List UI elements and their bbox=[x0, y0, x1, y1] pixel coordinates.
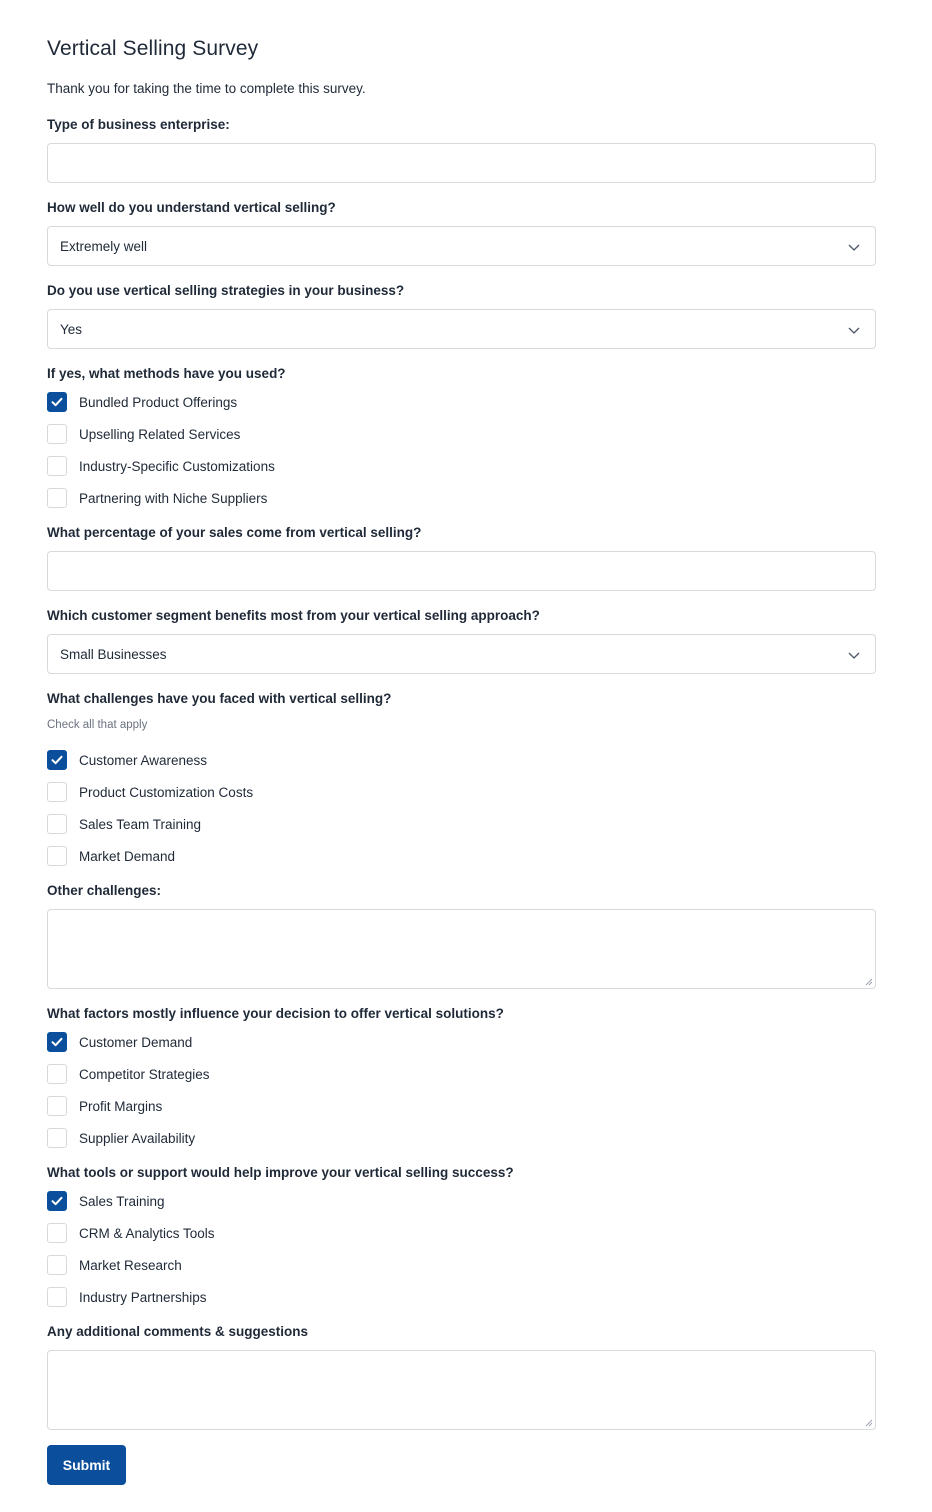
other-challenges-textarea[interactable] bbox=[47, 909, 876, 989]
customer-segment-select-value: Small Businesses bbox=[60, 647, 167, 662]
challenges-label: What challenges have you faced with vertical selling? bbox=[47, 691, 392, 706]
methods-option[interactable] bbox=[47, 488, 267, 508]
checkbox[interactable] bbox=[47, 814, 67, 834]
influence-option[interactable] bbox=[47, 1032, 192, 1052]
tools-option[interactable] bbox=[47, 1287, 207, 1307]
checkbox[interactable] bbox=[47, 846, 67, 866]
understanding-select-value: Extremely well bbox=[60, 239, 148, 254]
customer-segment-select[interactable] bbox=[47, 634, 876, 674]
checkbox[interactable] bbox=[47, 1096, 67, 1116]
checkbox-label: Sales Team Training bbox=[79, 816, 202, 832]
survey-title: Vertical Selling Survey bbox=[47, 37, 259, 60]
influence-option[interactable] bbox=[47, 1096, 162, 1116]
resize-grip-icon[interactable] bbox=[864, 977, 873, 986]
checkbox[interactable] bbox=[47, 424, 67, 444]
methods-option[interactable] bbox=[47, 456, 275, 476]
survey-intro: Thank you for taking the time to complete this survey. bbox=[47, 81, 366, 96]
understanding-select[interactable] bbox=[47, 226, 876, 266]
business-type-label: Type of business enterprise: bbox=[47, 117, 230, 132]
checkbox-label: Market Demand bbox=[79, 848, 176, 864]
challenges-option[interactable] bbox=[47, 814, 201, 834]
checkmark-icon bbox=[50, 753, 64, 767]
influence-option[interactable] bbox=[47, 1064, 210, 1084]
tools-option[interactable] bbox=[47, 1223, 215, 1243]
methods-option[interactable] bbox=[47, 424, 240, 444]
checkbox-label: Customer Awareness bbox=[79, 752, 208, 768]
checkbox-label: Market Research bbox=[79, 1257, 182, 1273]
methods-option[interactable] bbox=[47, 392, 237, 412]
checkbox-checked[interactable] bbox=[47, 1032, 67, 1052]
checkbox-label: CRM & Analytics Tools bbox=[79, 1225, 215, 1241]
comments-label: Any additional comments & suggestions bbox=[47, 1324, 309, 1339]
checkbox-checked[interactable] bbox=[47, 392, 67, 412]
checkbox[interactable] bbox=[47, 1128, 67, 1148]
checkbox-label: Upselling Related Services bbox=[79, 426, 241, 442]
sales-percentage-input[interactable] bbox=[47, 551, 876, 591]
business-type-input[interactable] bbox=[47, 143, 876, 183]
challenges-option[interactable] bbox=[47, 750, 207, 770]
challenges-hint: Check all that apply bbox=[47, 719, 148, 731]
checkbox[interactable] bbox=[47, 1064, 67, 1084]
challenges-option[interactable] bbox=[47, 782, 253, 802]
challenges-option[interactable] bbox=[47, 846, 175, 866]
chevron-down-icon bbox=[847, 648, 861, 662]
checkbox[interactable] bbox=[47, 1255, 67, 1275]
use-strategies-select-value: Yes bbox=[60, 322, 83, 337]
chevron-down-icon bbox=[847, 240, 861, 254]
customer-segment-label: Which customer segment benefits most from your vertical selling approach? bbox=[47, 608, 540, 623]
checkbox[interactable] bbox=[47, 456, 67, 476]
checkbox-label: Supplier Availability bbox=[79, 1130, 196, 1146]
checkbox-label: Product Customization Costs bbox=[79, 784, 254, 800]
methods-label: If yes, what methods have you used? bbox=[47, 366, 286, 381]
checkmark-icon bbox=[50, 1035, 64, 1049]
checkbox-label: Bundled Product Offerings bbox=[79, 394, 238, 410]
checkmark-icon bbox=[50, 395, 64, 409]
checkbox[interactable] bbox=[47, 782, 67, 802]
checkbox-label: Competitor Strategies bbox=[79, 1066, 210, 1082]
other-challenges-label: Other challenges: bbox=[47, 883, 162, 898]
checkbox[interactable] bbox=[47, 488, 67, 508]
checkbox-label: Profit Margins bbox=[79, 1098, 163, 1114]
comments-textarea[interactable] bbox=[47, 1350, 876, 1430]
tools-option[interactable] bbox=[47, 1191, 165, 1211]
checkbox-label: Sales Training bbox=[79, 1193, 165, 1209]
checkbox-label: Industry-Specific Customizations bbox=[79, 458, 275, 474]
checkbox-checked[interactable] bbox=[47, 1191, 67, 1211]
chevron-down-icon bbox=[847, 323, 861, 337]
tools-support-label: What tools or support would help improve your vertical selling success? bbox=[47, 1165, 514, 1180]
checkbox[interactable] bbox=[47, 1287, 67, 1307]
checkbox-checked[interactable] bbox=[47, 750, 67, 770]
checkbox-label: Partnering with Niche Suppliers bbox=[79, 490, 268, 506]
resize-grip-icon[interactable] bbox=[864, 1418, 873, 1427]
understanding-label: How well do you understand vertical selling? bbox=[47, 200, 336, 215]
submit-button[interactable]: Submit bbox=[47, 1445, 126, 1485]
tools-option[interactable] bbox=[47, 1255, 182, 1275]
sales-percentage-label: What percentage of your sales come from vertical selling? bbox=[47, 525, 422, 540]
checkbox-label: Customer Demand bbox=[79, 1034, 193, 1050]
checkmark-icon bbox=[50, 1194, 64, 1208]
checkbox-label: Industry Partnerships bbox=[79, 1289, 207, 1305]
use-strategies-label: Do you use vertical selling strategies in your business? bbox=[47, 283, 405, 298]
checkbox[interactable] bbox=[47, 1223, 67, 1243]
influence-factors-label: What factors mostly influence your decision to offer vertical solutions? bbox=[47, 1006, 504, 1021]
use-strategies-select[interactable] bbox=[47, 309, 876, 349]
influence-option[interactable] bbox=[47, 1128, 195, 1148]
